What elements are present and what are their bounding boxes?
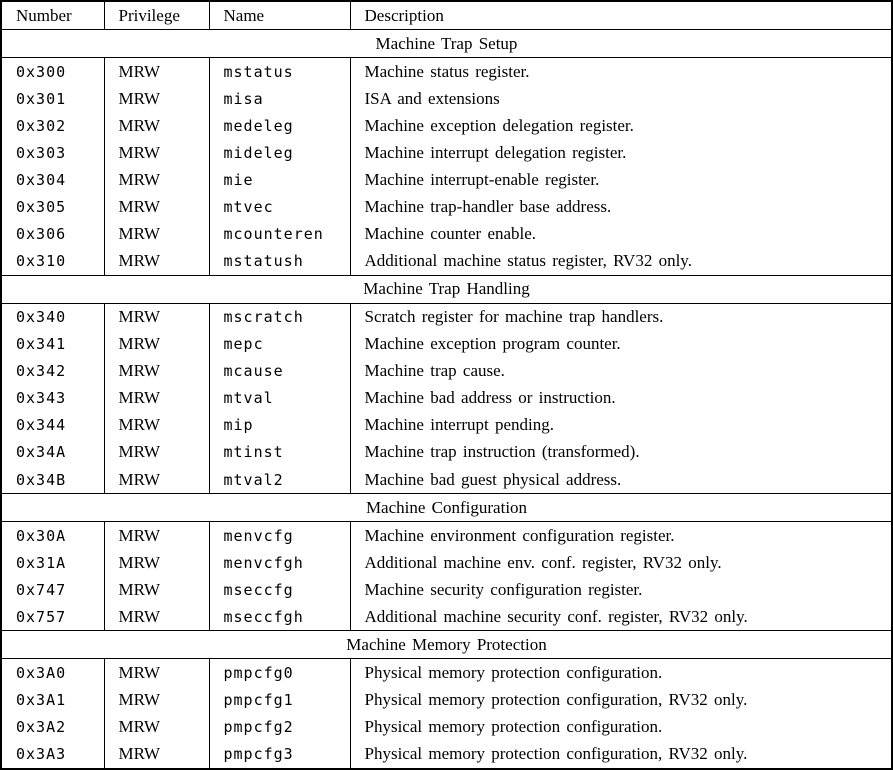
csr-description-cell: Machine interrupt pending. [350, 412, 892, 439]
csr-description-cell: Machine interrupt delegation register. [350, 139, 892, 166]
csr-table-row [1, 659, 892, 687]
csr-number-cell: 0x3A2 [1, 714, 104, 741]
csr-table-row [1, 466, 892, 494]
csr-description-cell: Physical memory protection configuration, RV32 only. [350, 687, 892, 714]
csr-table-row [1, 220, 892, 247]
csr-privilege-cell: MRW [104, 522, 209, 550]
csr-name-cell: mseccfg [209, 576, 350, 603]
csr-privilege-cell: MRW [104, 248, 209, 276]
csr-description-cell: Machine status register. [350, 58, 892, 86]
csr-description-cell: Machine environment configuration register. [350, 522, 892, 550]
csr-name-cell: mseccfgh [209, 603, 350, 631]
csr-number-cell: 0x342 [1, 358, 104, 385]
csr-number-cell: 0x747 [1, 576, 104, 603]
csr-privilege-cell: MRW [104, 603, 209, 631]
csr-name-cell: mtinst [209, 439, 350, 466]
csr-description-cell: Scratch register for machine trap handlers. [350, 303, 892, 331]
csr-table-row [1, 714, 892, 741]
csr-privilege-cell: MRW [104, 58, 209, 86]
csr-name-cell: pmpcfg1 [209, 687, 350, 714]
table-header-row [1, 1, 892, 30]
csr-name-cell: mstatush [209, 248, 350, 276]
csr-name-cell: pmpcfg2 [209, 714, 350, 741]
csr-privilege-cell: MRW [104, 549, 209, 576]
csr-privilege-cell: MRW [104, 139, 209, 166]
csr-number-cell: 0x301 [1, 85, 104, 112]
csr-description-cell: Machine exception delegation register. [350, 112, 892, 139]
csr-table-row [1, 687, 892, 714]
csr-name-cell: mstatus [209, 58, 350, 86]
csr-description-cell: Machine interrupt-enable register. [350, 166, 892, 193]
csr-table-row [1, 603, 892, 631]
csr-number-cell: 0x341 [1, 331, 104, 358]
csr-privilege-cell: MRW [104, 439, 209, 466]
csr-name-cell: mcause [209, 358, 350, 385]
csr-table-row [1, 331, 892, 358]
csr-description-cell: Additional machine env. conf. register, RV32 only. [350, 549, 892, 576]
csr-name-cell: misa [209, 85, 350, 112]
csr-table-row [1, 576, 892, 603]
csr-number-cell: 0x302 [1, 112, 104, 139]
csr-table-row [1, 439, 892, 466]
section-header-row [1, 631, 892, 659]
csr-number-cell: 0x34A [1, 439, 104, 466]
csr-description-cell: Machine exception program counter. [350, 331, 892, 358]
csr-privilege-cell: MRW [104, 303, 209, 331]
csr-privilege-cell: MRW [104, 576, 209, 603]
csr-number-cell: 0x305 [1, 193, 104, 220]
csr-number-cell: 0x344 [1, 412, 104, 439]
csr-name-cell: mip [209, 412, 350, 439]
csr-name-cell: mtvec [209, 193, 350, 220]
csr-number-cell: 0x306 [1, 220, 104, 247]
csr-description-cell: Machine bad address or instruction. [350, 385, 892, 412]
csr-privilege-cell: MRW [104, 687, 209, 714]
csr-name-cell: mtval [209, 385, 350, 412]
csr-description-cell: Physical memory protection configuration. [350, 659, 892, 687]
column-header-description: Description [350, 1, 892, 30]
csr-privilege-cell: MRW [104, 659, 209, 687]
csr-table-row [1, 112, 892, 139]
section-title: Machine Trap Handling [1, 275, 892, 303]
csr-number-cell: 0x300 [1, 58, 104, 86]
column-header-number: Number [1, 1, 104, 30]
csr-name-cell: menvcfgh [209, 549, 350, 576]
csr-description-cell: Additional machine security conf. register, RV32 only. [350, 603, 892, 631]
csr-table-row [1, 85, 892, 112]
csr-table-row [1, 522, 892, 550]
csr-description-cell: Physical memory protection configuration, RV32 only. [350, 741, 892, 769]
csr-table-row [1, 303, 892, 331]
csr-table-row [1, 741, 892, 769]
csr-privilege-cell: MRW [104, 358, 209, 385]
column-header-privilege: Privilege [104, 1, 209, 30]
csr-description-cell: Machine trap cause. [350, 358, 892, 385]
csr-privilege-cell: MRW [104, 112, 209, 139]
csr-number-cell: 0x3A3 [1, 741, 104, 769]
csr-name-cell: pmpcfg0 [209, 659, 350, 687]
csr-privilege-cell: MRW [104, 85, 209, 112]
csr-privilege-cell: MRW [104, 741, 209, 769]
section-title: Machine Trap Setup [1, 30, 892, 58]
section-header-row [1, 30, 892, 58]
csr-number-cell: 0x303 [1, 139, 104, 166]
csr-name-cell: mepc [209, 331, 350, 358]
csr-table-row [1, 549, 892, 576]
csr-table-row [1, 412, 892, 439]
csr-privilege-cell: MRW [104, 220, 209, 247]
csr-description-cell: Machine counter enable. [350, 220, 892, 247]
csr-number-cell: 0x31A [1, 549, 104, 576]
csr-privilege-cell: MRW [104, 466, 209, 494]
csr-name-cell: mcounteren [209, 220, 350, 247]
csr-description-cell: Machine security configuration register. [350, 576, 892, 603]
csr-table-row [1, 139, 892, 166]
csr-name-cell: mtval2 [209, 466, 350, 494]
csr-privilege-cell: MRW [104, 385, 209, 412]
csr-number-cell: 0x757 [1, 603, 104, 631]
csr-table-row [1, 166, 892, 193]
csr-name-cell: medeleg [209, 112, 350, 139]
csr-number-cell: 0x304 [1, 166, 104, 193]
csr-table-row [1, 248, 892, 276]
csr-table-row [1, 193, 892, 220]
csr-description-cell: Machine trap instruction (transformed). [350, 439, 892, 466]
section-header-row [1, 494, 892, 522]
csr-name-cell: mie [209, 166, 350, 193]
csr-number-cell: 0x3A1 [1, 687, 104, 714]
column-header-name: Name [209, 1, 350, 30]
csr-description-cell: Physical memory protection configuration. [350, 714, 892, 741]
csr-privilege-cell: MRW [104, 193, 209, 220]
section-title: Machine Memory Protection [1, 631, 892, 659]
csr-number-cell: 0x340 [1, 303, 104, 331]
csr-table-row [1, 385, 892, 412]
section-title: Machine Configuration [1, 494, 892, 522]
csr-description-cell: Machine trap-handler base address. [350, 193, 892, 220]
table-body [1, 30, 892, 770]
csr-description-cell: ISA and extensions [350, 85, 892, 112]
csr-table-row [1, 358, 892, 385]
csr-number-cell: 0x3A0 [1, 659, 104, 687]
csr-privilege-cell: MRW [104, 331, 209, 358]
csr-number-cell: 0x34B [1, 466, 104, 494]
csr-privilege-cell: MRW [104, 166, 209, 193]
csr-description-cell: Additional machine status register, RV32 only. [350, 248, 892, 276]
csr-table-row [1, 58, 892, 86]
csr-name-cell: mideleg [209, 139, 350, 166]
csr-number-cell: 0x310 [1, 248, 104, 276]
section-header-row [1, 275, 892, 303]
csr-privilege-cell: MRW [104, 412, 209, 439]
csr-name-cell: pmpcfg3 [209, 741, 350, 769]
csr-privilege-cell: MRW [104, 714, 209, 741]
csr-number-cell: 0x343 [1, 385, 104, 412]
csr-name-cell: menvcfg [209, 522, 350, 550]
csr-description-cell: Machine bad guest physical address. [350, 466, 892, 494]
csr-name-cell: mscratch [209, 303, 350, 331]
csr-number-cell: 0x30A [1, 522, 104, 550]
